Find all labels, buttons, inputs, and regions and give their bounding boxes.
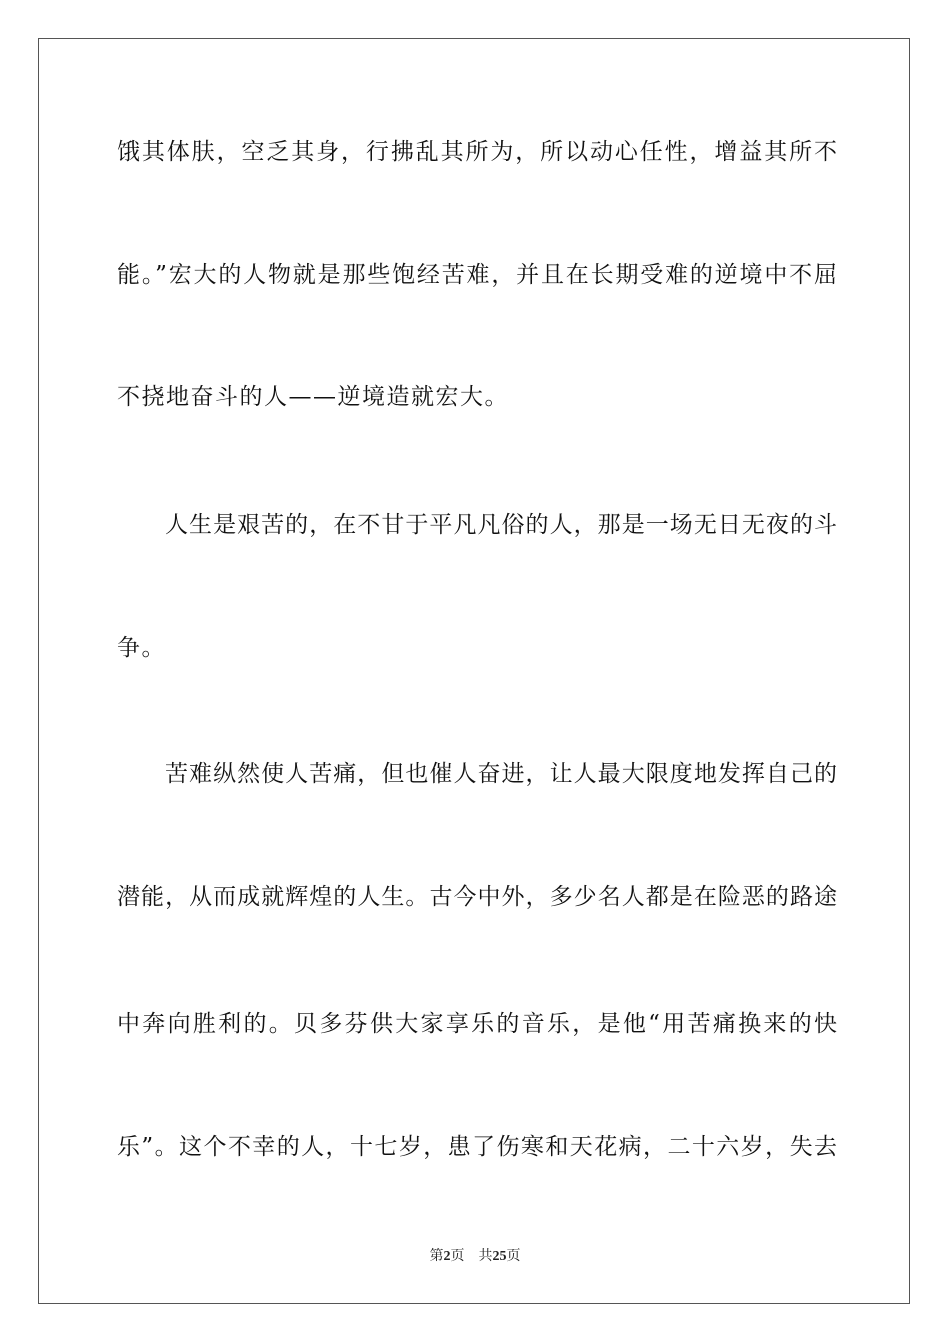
page-label-prefix: 第 xyxy=(429,1248,444,1264)
page-footer xyxy=(0,1246,950,1267)
text-line-7: 潜能，从而成就辉煌的人生。古今中外，多少名人都是在险恶的路途 xyxy=(117,884,837,910)
text-line-6: 苦难纵然使人苦痛，但也催人奋进，让人最大限度地发挥自己的 xyxy=(165,761,837,787)
total-label-prefix: 共 xyxy=(478,1248,493,1264)
total-pages: 25 xyxy=(492,1249,507,1264)
text-line-5: 争。 xyxy=(117,635,166,661)
text-line-8: 中奔向胜利的。贝多芬供大家享乐的音乐，是他“用苦痛换来的快 xyxy=(117,1011,837,1037)
text-line-4: 人生是艰苦的，在不甘于平凡凡俗的人，那是一场无日无夜的斗 xyxy=(165,512,837,538)
text-line-3: 不挠地奋斗的人——逆境造就宏大。 xyxy=(117,384,509,410)
total-label-suffix: 页 xyxy=(506,1248,521,1264)
page-label-suffix: 页 xyxy=(450,1248,465,1264)
text-line-2: 能。”宏大的人物就是那些饱经苦难，并且在长期受难的逆境中不屈 xyxy=(117,262,837,288)
page-number: 2 xyxy=(443,1249,451,1264)
text-line-1: 饿其体肤，空乏其身，行拂乱其所为，所以动心任性，增益其所不 xyxy=(117,139,837,165)
page-border xyxy=(38,38,910,1304)
text-line-9: 乐”。这个不幸的人，十七岁，患了伤寒和天花病，二十六岁，失去 xyxy=(117,1134,837,1160)
